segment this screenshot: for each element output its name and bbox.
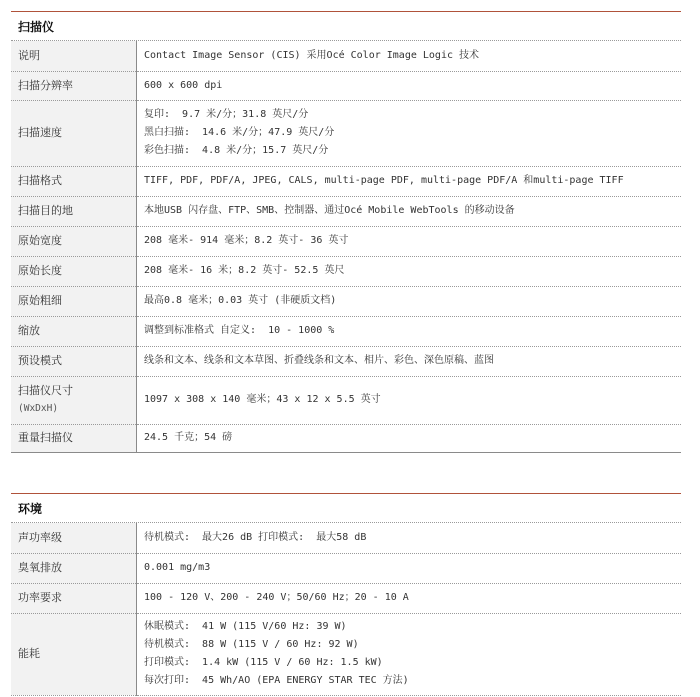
row-value [137, 256, 682, 286]
table-row [11, 71, 681, 100]
value-line: 待机模式: 最大26 dB 打印模式: 最大58 dB [144, 531, 367, 543]
row-value [137, 71, 682, 100]
row-value [137, 196, 682, 226]
row-label: 功率要求 [11, 583, 137, 613]
table-row [11, 196, 681, 226]
row-value [137, 613, 682, 695]
row-label [11, 376, 137, 424]
row-value [137, 41, 682, 71]
row-label: 说明 [11, 41, 137, 71]
table-row [11, 41, 681, 71]
value-line: 彩色扫描: 4.8 米/分；15.7 英尺/分 [144, 145, 329, 156]
value-line: 黑白扫描: 14.6 米/分；47.9 英尺/分 [144, 127, 335, 138]
value-line: 打印模式: 1.4 kW (115 V / 60 Hz: 1.5 kW) [144, 657, 383, 668]
row-label: 原始长度 [11, 256, 137, 286]
row-label: 扫描速度 [11, 100, 137, 166]
table-row [11, 226, 681, 256]
row-value [137, 100, 682, 166]
value-line: 每次打印: 45 Wh/AO (EPA ENERGY STAR TEC 方法) [144, 675, 409, 686]
row-label-text: 扫描仪尺寸 [18, 384, 73, 397]
table-row [11, 583, 681, 613]
value-line: 600 x 600 dpi [144, 79, 223, 91]
row-label: 预设模式 [11, 346, 137, 376]
row-label: 声功率级 [11, 523, 137, 553]
value-line: 调整到标准格式 自定义: 10 - 1000 % [144, 325, 335, 336]
value-line: 待机模式: 88 W (115 V / 60 Hz: 92 W) [144, 639, 359, 650]
row-sublabel: (WxDxH) [18, 403, 59, 414]
row-value [137, 424, 682, 452]
value-line: Contact Image Sensor (CIS) 采用Océ Color Image Logic 技术 [144, 49, 480, 61]
scanner-section-title: 扫描仪 [11, 11, 681, 41]
table-row [11, 346, 681, 376]
value-line: 100 - 120 V、200 - 240 V；50/60 Hz；20 - 10 A [144, 592, 409, 603]
row-label: 能耗 [11, 613, 137, 695]
row-value [137, 316, 682, 346]
row-value [137, 166, 682, 196]
value-line: 208 毫米- 914 毫米；8.2 英寸- 36 英寸 [144, 235, 349, 246]
row-label: 重量扫描仪 [11, 424, 137, 452]
value-line: 0.001 mg/m3 [144, 562, 211, 573]
table-row [11, 613, 681, 695]
table-row [11, 424, 681, 452]
table-row [11, 316, 681, 346]
row-value [137, 226, 682, 256]
environment-section [11, 493, 681, 696]
row-label: 臭氧排放 [11, 553, 137, 583]
environment-spec-table [11, 523, 681, 696]
value-line: TIFF, PDF, PDF/A, JPEG, CALS, multi-page PDF, multi-page PDF/A 和multi-page TIFF [144, 175, 624, 186]
row-label: 扫描目的地 [11, 196, 137, 226]
row-label: 扫描格式 [11, 166, 137, 196]
row-value [137, 553, 682, 583]
row-value [137, 583, 682, 613]
scanner-section [11, 11, 681, 453]
row-label: 缩放 [11, 316, 137, 346]
row-label: 原始粗细 [11, 286, 137, 316]
table-row [11, 553, 681, 583]
table-row [11, 523, 681, 553]
value-line: 208 毫米- 16 米；8.2 英寸- 52.5 英尺 [144, 265, 345, 276]
table-row [11, 100, 681, 166]
table-row [11, 166, 681, 196]
value-line: 本地USB 闪存盘、FTP、SMB、控制器、通过Océ Mobile WebTools 的移动设备 [144, 205, 515, 216]
value-line: 最高0.8 毫米；0.03 英寸 (非硬质文档) [144, 295, 337, 306]
value-line: 24.5 千克；54 磅 [144, 432, 233, 443]
row-value [137, 286, 682, 316]
value-line: 休眠模式: 41 W (115 V/60 Hz: 39 W) [144, 621, 347, 632]
value-line: 线条和文本、线条和文本草图、折叠线条和文本、相片、彩色、深色原稿、蓝图 [144, 355, 494, 366]
environment-section-title: 环境 [11, 493, 681, 523]
table-row [11, 376, 681, 424]
row-value [137, 376, 682, 424]
row-label: 原始宽度 [11, 226, 137, 256]
table-row [11, 256, 681, 286]
scanner-spec-table [11, 41, 681, 453]
value-line: 复印: 9.7 米/分；31.8 英尺/分 [144, 109, 309, 120]
row-label: 扫描分辨率 [11, 71, 137, 100]
row-value [137, 523, 682, 553]
table-row [11, 286, 681, 316]
value-line: 1097 x 308 x 140 毫米；43 x 12 x 5.5 英寸 [144, 394, 381, 405]
row-value [137, 346, 682, 376]
